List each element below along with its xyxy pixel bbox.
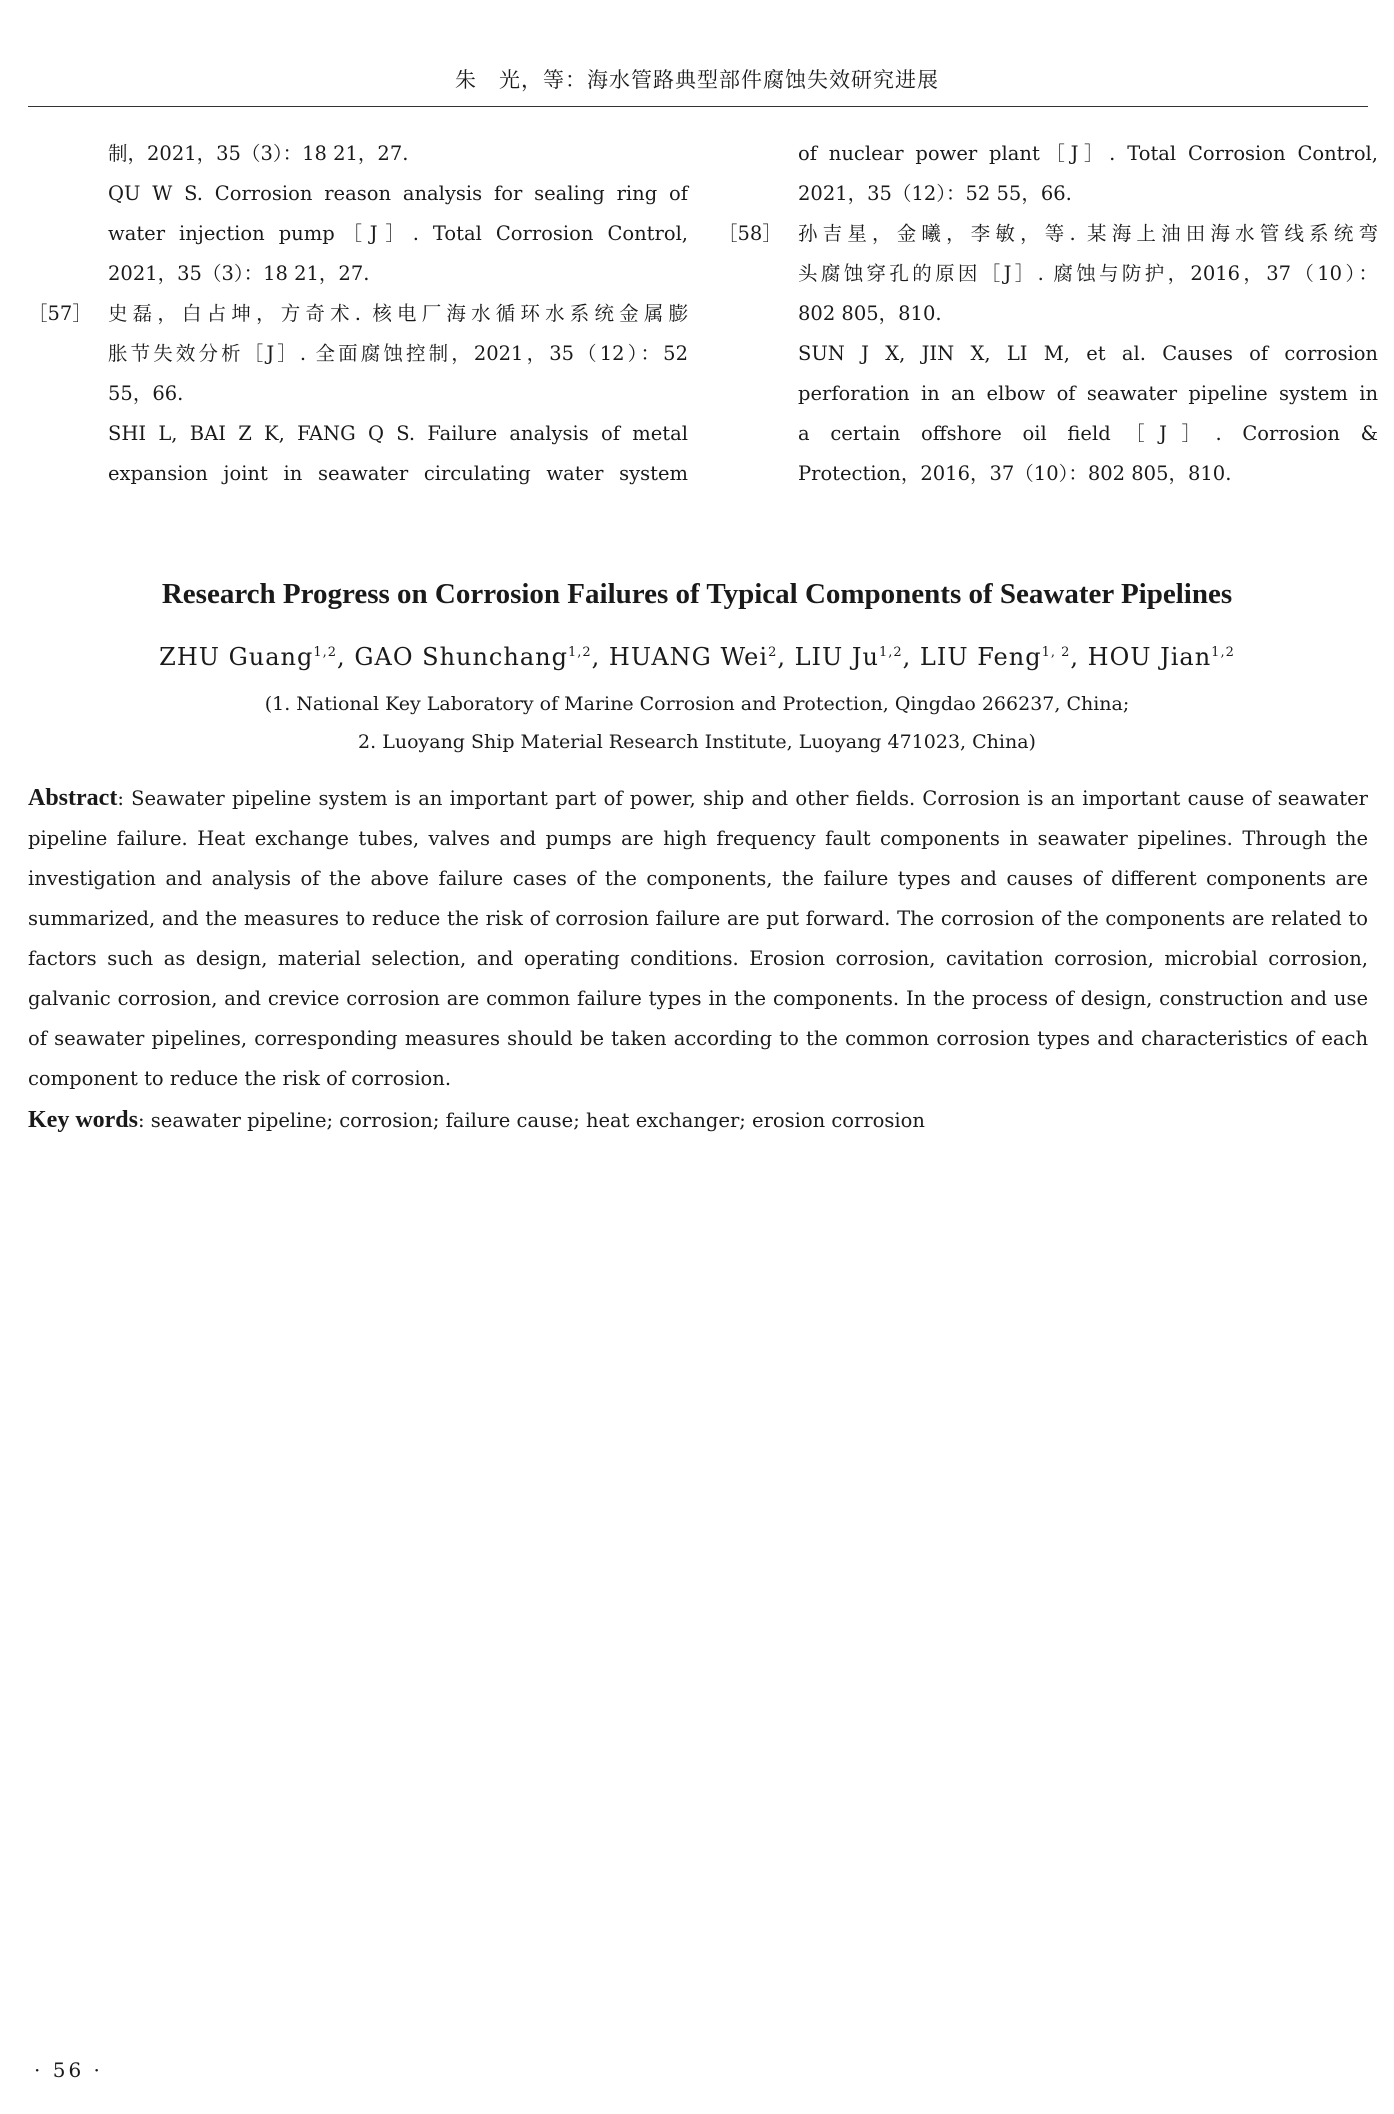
ref-line: Protection，2016，37（10）：802 805，810. bbox=[798, 462, 1232, 485]
keywords-text: seawater pipeline; corrosion; failure cause; heat exchanger; erosion corrosion bbox=[150, 1109, 925, 1132]
ref-line: 孙吉星，金曦，李敏，等. 某海上油田海水管线系统弯 bbox=[798, 222, 1378, 245]
author-separator: , bbox=[902, 643, 920, 671]
author-name: LIU Ju bbox=[794, 643, 879, 671]
reference-number: ［58］ bbox=[718, 222, 782, 245]
ref-line: 史磊，白占坤，方奇术. 核电厂海水循环水系统金属膨 bbox=[108, 302, 688, 325]
ref-line: 2021，35（12）：52 55，66. bbox=[798, 182, 1072, 205]
keywords-separator: : bbox=[138, 1109, 151, 1132]
author-affiliation-mark: 2 bbox=[768, 645, 778, 660]
affiliation-1: (1. National Key Laboratory of Marine Corrosion and Protection, Qingdao 266237, China; bbox=[264, 693, 1130, 715]
author-separator: , bbox=[337, 643, 355, 671]
author-name: GAO Shunchang bbox=[354, 643, 568, 671]
reference-57 bbox=[28, 294, 688, 494]
left-column bbox=[28, 134, 688, 494]
author-name: HOU Jian bbox=[1087, 643, 1212, 671]
article-title: Research Progress on Corrosion Failures of Typical Components of Seawater Pipelines bbox=[161, 578, 1233, 610]
reference-56-continuation bbox=[28, 134, 688, 294]
ref-line: 55，66. bbox=[108, 382, 184, 405]
author-affiliation-mark: 1,2 bbox=[1211, 645, 1235, 660]
ref-line: 802 805，810. bbox=[798, 302, 942, 325]
ref-line: 2021，35（3）：18 21，27. bbox=[108, 262, 370, 285]
ref-line: QU W S. Corrosion reason analysis for sealing ring of bbox=[108, 182, 688, 205]
ref-line: SUN J X, JIN X, LI M, et al. Causes of corrosion bbox=[798, 342, 1378, 365]
author-separator: , bbox=[591, 643, 609, 671]
ref-line: expansion joint in seawater circulating water system bbox=[108, 462, 688, 485]
reference-number: ［57］ bbox=[28, 302, 92, 325]
author-name: ZHU Guang bbox=[159, 643, 314, 671]
author-list bbox=[0, 643, 1394, 671]
page-number: · 56 · bbox=[34, 2058, 103, 2082]
ref-line: a certain offshore oil field［J］. Corrosion & bbox=[798, 422, 1378, 445]
keywords-label: Key words bbox=[28, 1107, 138, 1133]
ref-line: SHI L, BAI Z K, FANG Q S. Failure analysis of metal bbox=[108, 422, 688, 445]
author-affiliation-mark: 1,2 bbox=[567, 645, 592, 660]
ref-line: 制，2021，35（3）：18 21，27. bbox=[108, 142, 409, 165]
running-header: 朱 光，等：海水管路典型部件腐蚀失效研究进展 bbox=[455, 68, 939, 92]
author-separator: , bbox=[777, 643, 795, 671]
author-affiliation-mark: 1,2 bbox=[313, 645, 338, 660]
reference-57-continuation bbox=[718, 134, 1378, 214]
author-name: HUANG Wei bbox=[608, 643, 769, 671]
author-name: LIU Feng bbox=[919, 643, 1042, 671]
author-affiliation-mark: 1, 2 bbox=[1041, 645, 1071, 660]
ref-line: 头腐蚀穿孔的原因［J］. 腐蚀与防护，2016，37（10）： bbox=[798, 262, 1378, 285]
ref-line: of nuclear power plant［J］. Total Corrosion Control, bbox=[798, 142, 1378, 165]
abstract-label: Abstract bbox=[28, 785, 118, 811]
affiliation-2: 2. Luoyang Ship Material Research Institute, Luoyang 471023, China) bbox=[358, 731, 1036, 753]
ref-line: 胀节失效分析［J］. 全面腐蚀控制，2021，35（12）：52 bbox=[108, 342, 688, 365]
right-column bbox=[718, 134, 1378, 494]
author-separator: , bbox=[1070, 643, 1088, 671]
abstract-separator: : bbox=[117, 787, 132, 810]
keywords bbox=[28, 1100, 1368, 1141]
ref-line: water injection pump［J］. Total Corrosion Control, bbox=[108, 222, 688, 245]
ref-line: perforation in an elbow of seawater pipeline system in bbox=[798, 382, 1378, 405]
author-affiliation-mark: 1,2 bbox=[878, 645, 903, 660]
abstract-text: Seawater pipeline system is an important part of power, ship and other fields. Corrosion is an important cause of seawater pipeline failure. Heat exchange tubes, valves and pumps are high frequency fault components in seawater pipelines. Through the investigation and analysis of the above failure cases of the components, the failure types and causes of different components are summarized, and the measures to reduce the risk of corrosion failure are put forward. The corrosion of the components are related to factors such as design, material selection, and operating conditions. Erosion corrosion, cavitation corrosion, microbial corrosion, galvanic corrosion, and crevice corrosion are common failure types in the components. In the process of design, construction and use of seawater pipelines, corresponding measures should be taken according to the common corrosion types and characteristics of each component to reduce the risk of corrosion. bbox=[28, 787, 1368, 1090]
header-rule bbox=[28, 106, 1368, 107]
reference-58 bbox=[718, 214, 1378, 494]
abstract bbox=[28, 778, 1368, 1099]
